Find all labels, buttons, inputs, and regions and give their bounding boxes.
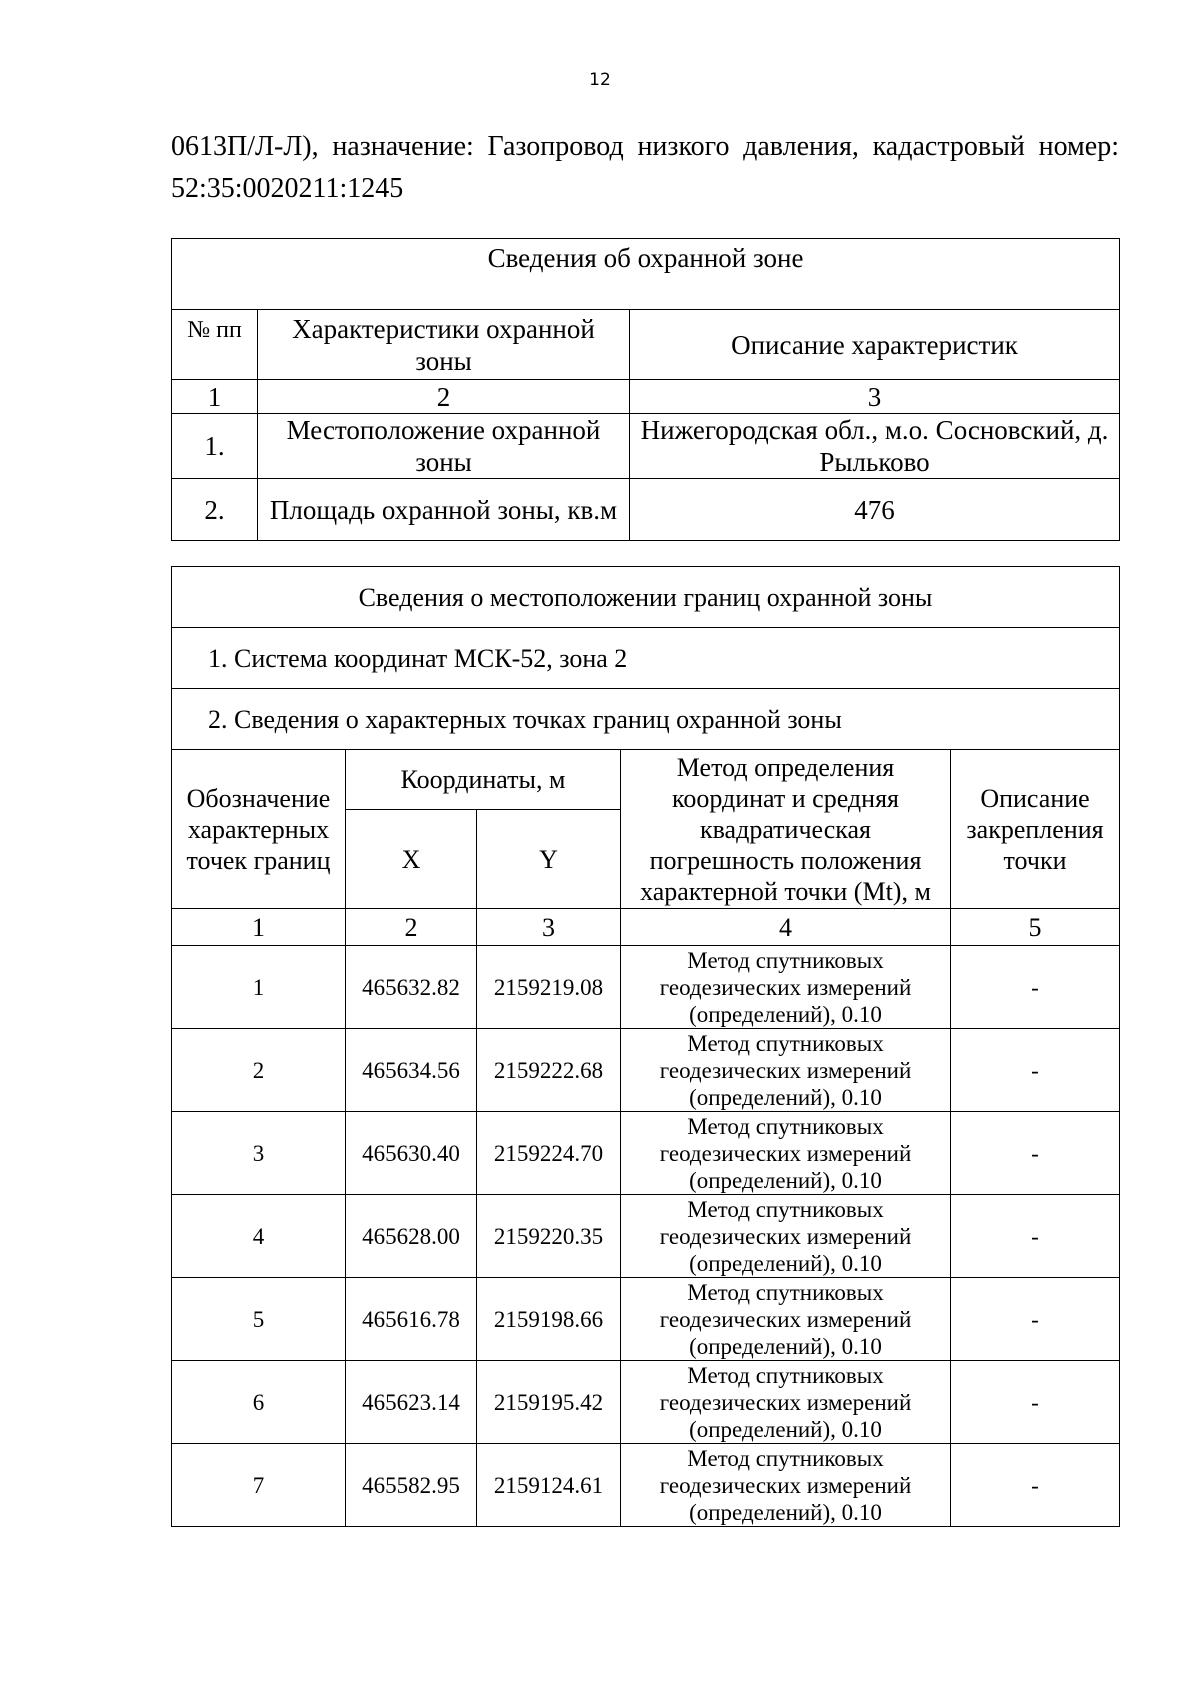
row-characteristic: Местоположение охранной зоны — [258, 414, 630, 479]
table-row — [172, 1444, 1120, 1527]
row-description: Нижегородская обл., м.о. Сосновский, д. Рыльково — [630, 414, 1120, 479]
points-section-row: 2. Сведения о характерных точках границ охранной зоны — [172, 689, 1120, 750]
table-row — [172, 946, 1120, 1029]
point-y: 2159219.08 — [477, 946, 621, 1029]
index-cell: 5 — [951, 909, 1120, 946]
point-method: Метод спутниковых геодезических измерений (определений), 0.10 — [621, 1195, 951, 1278]
point-y: 2159198.66 — [477, 1278, 621, 1361]
point-x: 465623.14 — [346, 1361, 477, 1444]
table-row — [172, 1029, 1120, 1112]
point-y: 2159220.35 — [477, 1195, 621, 1278]
coordinate-system-row: 1. Система координат МСК-52, зона 2 — [172, 628, 1120, 689]
table-row — [172, 1195, 1120, 1278]
point-id: 4 — [172, 1195, 346, 1278]
point-x: 465632.82 — [346, 946, 477, 1029]
point-x: 465582.95 — [346, 1444, 477, 1527]
point-y: 2159124.61 — [477, 1444, 621, 1527]
point-y: 2159222.68 — [477, 1029, 621, 1112]
point-x: 465628.00 — [346, 1195, 477, 1278]
row-number: 1. — [172, 414, 258, 479]
point-fixing: - — [951, 946, 1120, 1029]
table-row — [172, 414, 1120, 479]
table-row — [172, 1278, 1120, 1361]
point-method: Метод спутниковых геодезических измерений (определений), 0.10 — [621, 1361, 951, 1444]
point-fixing: - — [951, 1112, 1120, 1195]
index-cell: 4 — [621, 909, 951, 946]
index-cell: 3 — [630, 380, 1120, 414]
header-characteristic: Характеристики охранной зоны — [258, 310, 630, 380]
point-x: 465630.40 — [346, 1112, 477, 1195]
table-row — [172, 1361, 1120, 1444]
point-method: Метод спутниковых геодезических измерений (определений), 0.10 — [621, 1112, 951, 1195]
index-cell: 2 — [258, 380, 630, 414]
point-method: Метод спутниковых геодезических измерений (определений), 0.10 — [621, 946, 951, 1029]
point-method: Метод спутниковых геодезических измерений (определений), 0.10 — [621, 1278, 951, 1361]
point-fixing: - — [951, 1029, 1120, 1112]
point-id: 3 — [172, 1112, 346, 1195]
point-method: Метод спутниковых геодезических измерений (определений), 0.10 — [621, 1444, 951, 1527]
point-id: 7 — [172, 1444, 346, 1527]
zone-table-caption: Сведения об охранной зоне — [172, 239, 1120, 310]
index-cell: 2 — [346, 909, 477, 946]
row-description: 476 — [630, 479, 1120, 541]
table-row — [172, 1112, 1120, 1195]
point-fixing: - — [951, 1195, 1120, 1278]
header-method: Метод определения координат и средняя квадратическая погрешность положения характерной точки (Mt), м — [621, 750, 951, 909]
point-y: 2159195.42 — [477, 1361, 621, 1444]
point-id: 2 — [172, 1029, 346, 1112]
point-fixing: - — [951, 1361, 1120, 1444]
point-id: 1 — [172, 946, 346, 1029]
point-id: 5 — [172, 1278, 346, 1361]
point-x: 465616.78 — [346, 1278, 477, 1361]
point-fixing: - — [951, 1444, 1120, 1527]
boundary-coordinates-table — [171, 566, 1120, 1527]
index-cell: 1 — [172, 380, 258, 414]
point-fixing: - — [951, 1278, 1120, 1361]
index-cell: 1 — [172, 909, 346, 946]
page-number: 12 — [589, 70, 611, 90]
point-y: 2159224.70 — [477, 1112, 621, 1195]
index-cell: 3 — [477, 909, 621, 946]
point-method: Метод спутниковых геодезических измерений (определений), 0.10 — [621, 1029, 951, 1112]
header-y: Y — [477, 810, 621, 909]
header-x: X — [346, 810, 477, 909]
header-fixing: Описание закрепления точки — [951, 750, 1120, 909]
table-row — [172, 479, 1120, 541]
header-number: № пп — [172, 310, 258, 380]
row-number: 2. — [172, 479, 258, 541]
header-point-designation: Обозначение характерных точек границ — [172, 750, 346, 909]
header-description: Описание характеристик — [630, 310, 1120, 380]
coords-table-caption: Сведения о местоположении границ охранной зоны — [172, 567, 1120, 628]
header-coordinates: Координаты, м — [346, 750, 621, 810]
intro-paragraph: 0613П/Л-Л), назначение: Газопровод низкого давления, кадастровый номер: 52:35:0020211:1245 — [171, 131, 1119, 204]
point-x: 465634.56 — [346, 1029, 477, 1112]
point-id: 6 — [172, 1361, 346, 1444]
security-zone-table — [171, 238, 1120, 541]
row-characteristic: Площадь охранной зоны, кв.м — [258, 479, 630, 541]
